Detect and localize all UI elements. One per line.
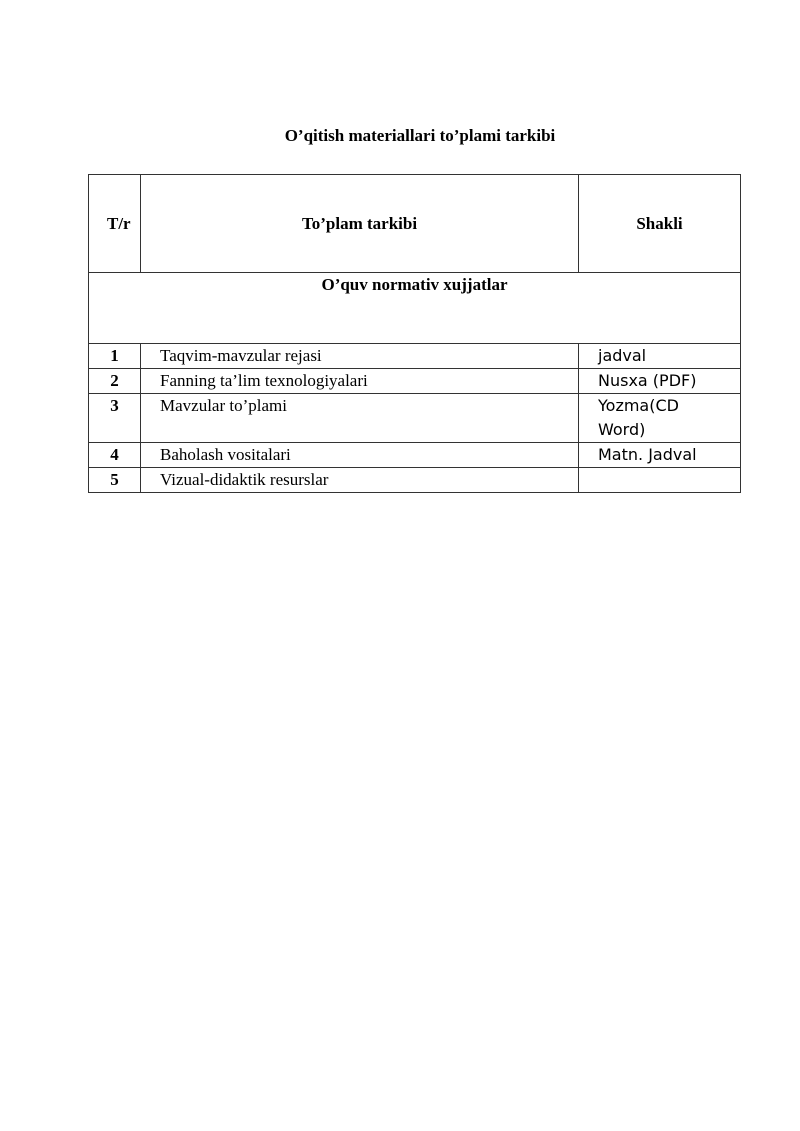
row-form: Yozma(CD Word) bbox=[579, 394, 741, 443]
header-number-cell bbox=[89, 175, 141, 273]
row-number: 4 bbox=[89, 443, 141, 468]
header-content-label: To’plam tarkibi bbox=[301, 213, 418, 233]
row-name: Mavzular to’plami bbox=[141, 394, 579, 443]
table-row bbox=[89, 443, 741, 468]
row-number: 3 bbox=[89, 394, 141, 443]
table-row bbox=[89, 369, 741, 394]
materials-table bbox=[88, 174, 741, 493]
table-row bbox=[89, 344, 741, 369]
section-cell bbox=[89, 273, 741, 344]
table-header-row bbox=[89, 175, 741, 273]
section-row bbox=[89, 273, 741, 344]
page-title: O’qitish materiallari to’plami tarkibi bbox=[284, 126, 556, 145]
row-name: Baholash vositalari bbox=[141, 443, 579, 468]
header-number-label: T/r bbox=[107, 213, 131, 233]
section-title: O’quv normativ xujjatlar bbox=[321, 275, 508, 294]
row-number: 1 bbox=[89, 344, 141, 369]
row-number: 2 bbox=[89, 369, 141, 394]
row-name: Fanning ta’lim texnologiyalari bbox=[141, 369, 579, 394]
row-form bbox=[579, 468, 741, 493]
row-form: jadval bbox=[579, 344, 741, 369]
row-name: Taqvim-mavzular rejasi bbox=[141, 344, 579, 369]
header-content-cell bbox=[141, 175, 579, 273]
row-form: Nusxa (PDF) bbox=[579, 369, 741, 394]
table-row bbox=[89, 468, 741, 493]
table-row bbox=[89, 394, 741, 443]
row-number: 5 bbox=[89, 468, 141, 493]
row-form: Matn. Jadval bbox=[579, 443, 741, 468]
row-name: Vizual-didaktik resurslar bbox=[141, 468, 579, 493]
header-form-cell bbox=[579, 175, 741, 273]
header-form-label: Shakli bbox=[636, 213, 683, 233]
